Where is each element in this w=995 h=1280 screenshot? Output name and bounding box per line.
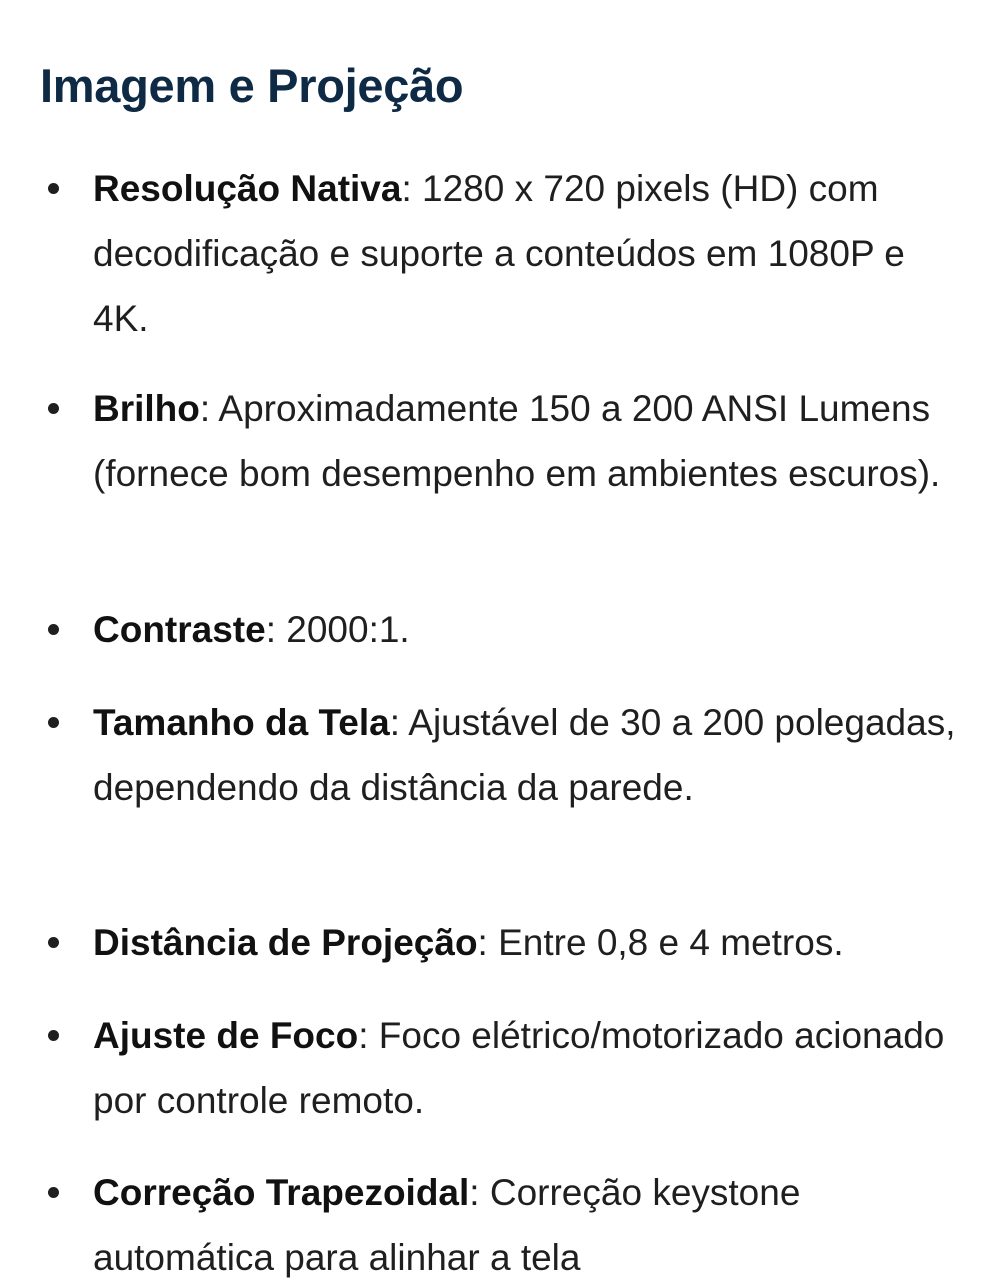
- spec-text: Ajustável de 30 a 200 polegadas, dependendo da distância da parede.: [93, 702, 956, 808]
- spec-item-contrast: [93, 597, 963, 662]
- spec-label: Ajuste de Foco: [93, 1015, 359, 1056]
- spec-item-keystone-correction: [93, 1160, 963, 1280]
- bullet-icon: [48, 1187, 59, 1198]
- spec-label: Distância de Projeção: [93, 922, 478, 963]
- spec-item-native-resolution: [93, 156, 963, 351]
- bullet-icon: [48, 624, 59, 635]
- spec-separator: :: [358, 1015, 379, 1056]
- spec-item-screen-size: [93, 690, 963, 820]
- spec-text: Entre 0,8 e 4 metros.: [498, 922, 844, 963]
- spec-label: Correção Trapezoidal: [93, 1172, 470, 1213]
- spec-text: Aproximadamente 150 a 200 ANSI Lumens (fornece bom desempenho em ambientes escuros).: [93, 388, 941, 494]
- bullet-icon: [48, 717, 59, 728]
- spec-separator: :: [265, 609, 287, 650]
- spec-item-projection-distance: [93, 910, 963, 975]
- spec-separator: :: [469, 1172, 490, 1213]
- spec-separator: :: [389, 702, 409, 743]
- spec-label: Contraste: [93, 609, 266, 650]
- spec-item-focus-adjustment: [93, 1003, 963, 1133]
- spec-item-brightness: [93, 376, 963, 506]
- spec-text: 1280 x 720 pixels (HD) com decodificação e suporte a conteúdos em 1080P e 4K.: [93, 168, 905, 339]
- spec-text: Foco elétrico/motorizado acionado por controle remoto.: [93, 1015, 945, 1121]
- section-title: Imagem e Projeção: [40, 59, 464, 112]
- spec-label: Tamanho da Tela: [93, 702, 390, 743]
- spec-separator: :: [401, 168, 423, 209]
- spec-separator: :: [199, 388, 219, 429]
- bullet-icon: [48, 183, 59, 194]
- spec-text: Correção keystone automática para alinhar a tela: [93, 1172, 801, 1278]
- spec-label: Brilho: [93, 388, 200, 429]
- spec-text: 2000:1.: [286, 609, 410, 650]
- spec-separator: :: [477, 922, 499, 963]
- spec-label: Resolução Nativa: [93, 168, 402, 209]
- bullet-icon: [48, 403, 59, 414]
- bullet-icon: [48, 1030, 59, 1041]
- bullet-icon: [48, 937, 59, 948]
